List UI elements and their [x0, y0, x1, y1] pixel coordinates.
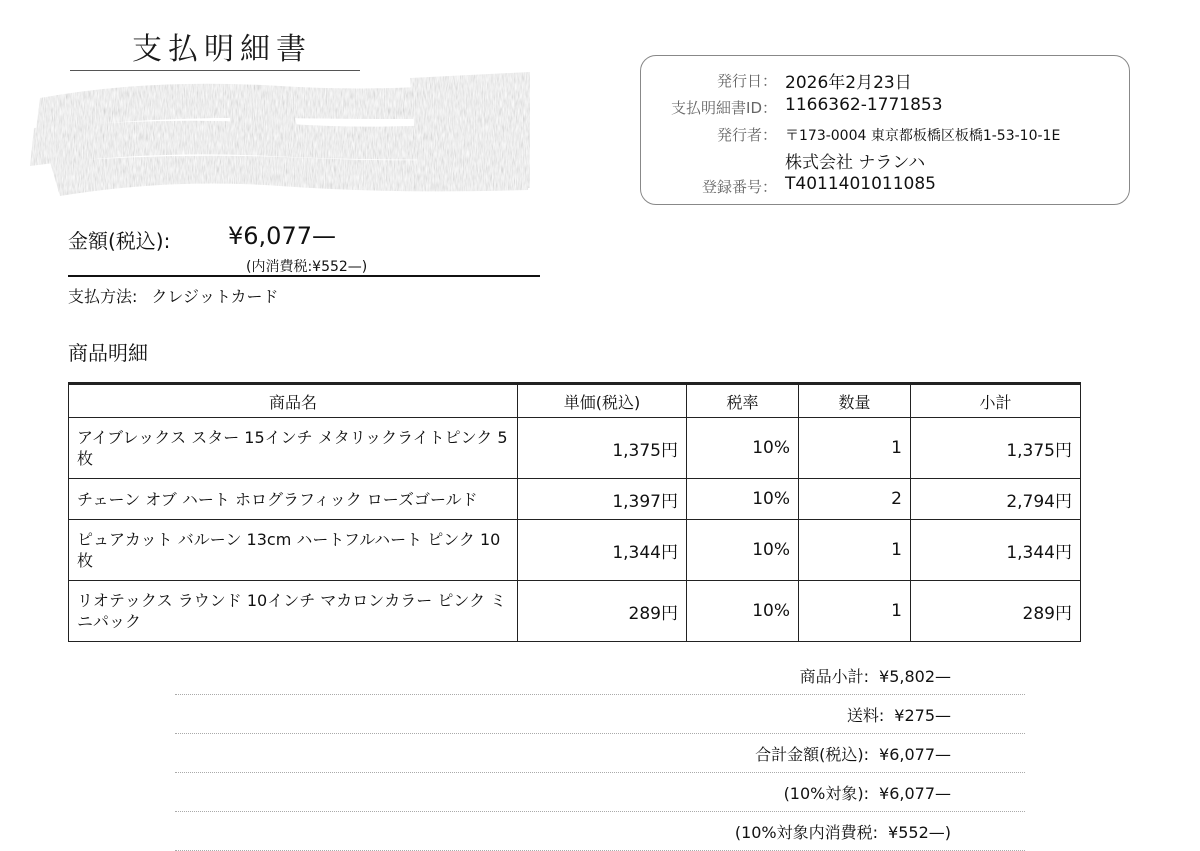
- summary-row-shipping: [175, 695, 1025, 734]
- item-subtotal: 1,344円: [911, 520, 1081, 581]
- summary-value: ¥5,802—: [879, 667, 951, 686]
- summary-value: ¥275—: [894, 706, 951, 725]
- table-header-row: [69, 384, 1081, 418]
- payment-method-value: クレジットカード: [151, 287, 279, 306]
- issuer-label: 発行者：: [716, 126, 777, 144]
- registration-label: 登録番号：: [701, 178, 777, 196]
- payment-method-label: 支払方法:: [68, 287, 138, 306]
- summary-value: ¥6,077—: [879, 784, 951, 803]
- summary-label: (10%対象):: [783, 784, 870, 803]
- summary-cell: [800, 664, 951, 687]
- items-section-title: 商品明細: [68, 341, 148, 365]
- issue-date-value: 2026年2月23日: [785, 73, 912, 93]
- item-name: リオテックス ラウンド 10インチ マカロンカラー ピンク ミニパック: [69, 581, 518, 642]
- summary-cell: [735, 820, 951, 843]
- item-price: 289円: [518, 581, 687, 642]
- item-quantity: 1: [799, 520, 911, 581]
- summary-label: 商品小計:: [799, 667, 870, 686]
- item-subtotal: 1,375円: [911, 418, 1081, 479]
- item-price: 1,344円: [518, 520, 687, 581]
- summary-label: (10%対象内消費税:: [734, 823, 879, 842]
- item-price: 1,397円: [518, 479, 687, 520]
- item-price: 1,375円: [518, 418, 687, 479]
- col-header-rate: 税率: [687, 384, 799, 418]
- summary-value: ¥6,077—: [879, 745, 951, 764]
- item-name: アイブレックス スター 15インチ メタリックライトピンク 5枚: [69, 418, 518, 479]
- col-header-price: 単価(税込): [518, 384, 687, 418]
- item-tax-rate: 10%: [687, 479, 799, 520]
- item-quantity: 2: [799, 479, 911, 520]
- item-subtotal: 289円: [911, 581, 1081, 642]
- summary-cell: [784, 781, 951, 804]
- amount-underline: [68, 275, 540, 277]
- total-amount-label: 金額(税込):: [68, 229, 171, 253]
- col-header-qty: 数量: [799, 384, 911, 418]
- total-amount-value: ¥6,077—: [228, 222, 336, 250]
- issuer-info-box: [640, 55, 1130, 205]
- registration-number: T4011401011085: [785, 174, 936, 194]
- table-row: [69, 581, 1081, 642]
- col-header-subtotal: 小計: [911, 384, 1081, 418]
- item-tax-rate: 10%: [687, 581, 799, 642]
- item-quantity: 1: [799, 418, 911, 479]
- summary-section: [175, 656, 1025, 851]
- summary-label: 合計金額(税込):: [755, 745, 870, 764]
- summary-value: ¥552—): [888, 823, 951, 842]
- redaction-scribble: [30, 58, 535, 206]
- issue-date-label: 発行日：: [716, 72, 777, 90]
- table-row: [69, 479, 1081, 520]
- summary-cell: [847, 703, 951, 726]
- item-name: ピュアカット バルーン 13cm ハートフルハート ピンク 10枚: [69, 520, 518, 581]
- statement-id-value: 1166362-1771853: [785, 95, 943, 115]
- summary-label: 送料:: [846, 706, 885, 725]
- item-quantity: 1: [799, 581, 911, 642]
- item-tax-rate: 10%: [687, 520, 799, 581]
- summary-row-10pct-tax: [175, 812, 1025, 851]
- summary-row-total: [175, 734, 1025, 773]
- items-table: [68, 382, 1081, 642]
- table-row: [69, 520, 1081, 581]
- summary-row-items-subtotal: [175, 656, 1025, 695]
- included-tax-note: (内消費税:¥552—): [246, 259, 368, 275]
- statement-id-label: 支払明細書ID：: [671, 99, 777, 117]
- item-tax-rate: 10%: [687, 418, 799, 479]
- payment-method: [68, 284, 279, 307]
- summary-cell: [755, 742, 951, 765]
- table-row: [69, 418, 1081, 479]
- col-header-name: 商品名: [69, 384, 518, 418]
- summary-row-10pct-target: [175, 773, 1025, 812]
- issuer-company-name: 株式会社 ナランハ: [785, 153, 926, 173]
- item-subtotal: 2,794円: [911, 479, 1081, 520]
- item-name: チェーン オブ ハート ホログラフィック ローズゴールド: [69, 479, 518, 520]
- document-title: 支払明細書: [132, 32, 312, 67]
- issuer-address: 〒173-0004 東京都板橋区板橋1-53-10-1E: [785, 128, 1061, 144]
